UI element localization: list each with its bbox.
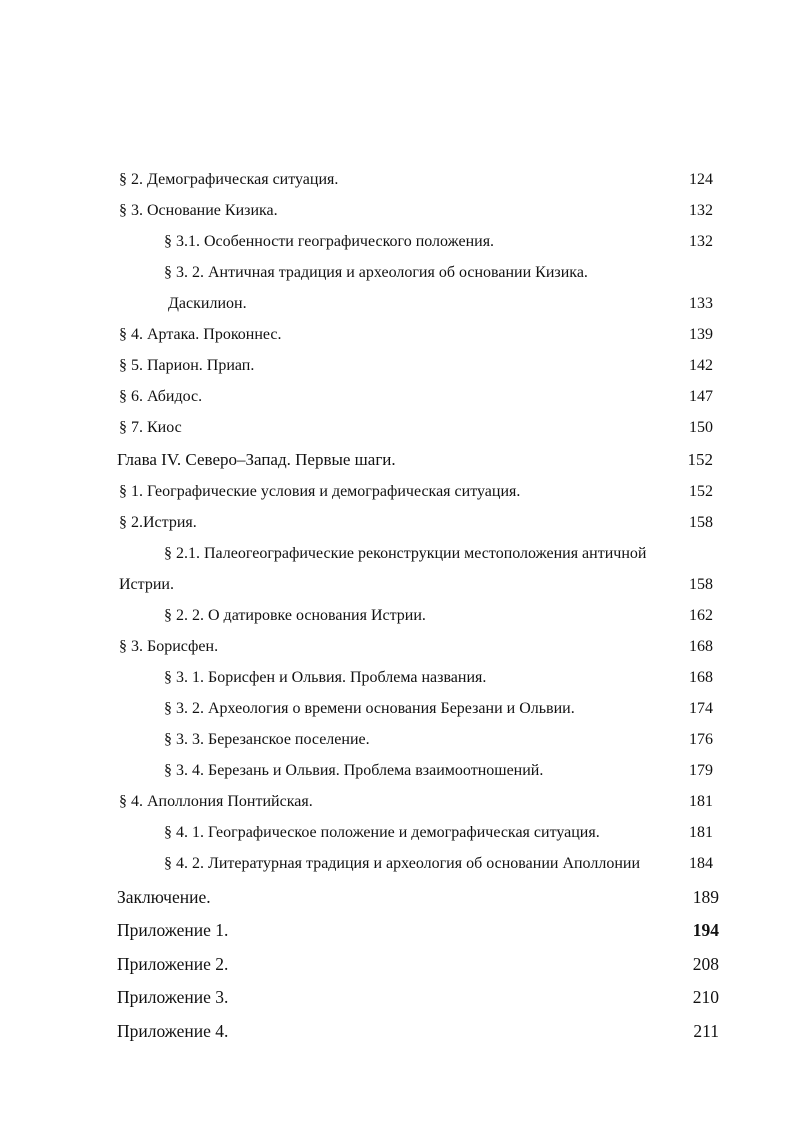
toc-entry-page: 147 bbox=[689, 388, 713, 405]
toc-entry bbox=[0, 325, 793, 355]
toc-entry-title: § 4. 2. Литературная традиция и археология об основании Аполлонии bbox=[164, 855, 640, 872]
toc-entry bbox=[0, 854, 793, 884]
toc-entry-title: Приложение 3. bbox=[117, 987, 229, 1007]
toc-entry-title: § 3. Основание Кизика. bbox=[119, 202, 278, 219]
toc-entry bbox=[0, 792, 793, 822]
toc-entry-page: 133 bbox=[689, 295, 713, 312]
toc-entry bbox=[0, 1021, 793, 1051]
toc-entry bbox=[0, 887, 793, 917]
toc-entry-page: 179 bbox=[689, 762, 713, 779]
toc-entry-page: 194 bbox=[692, 920, 719, 940]
toc-entry-page: 150 bbox=[689, 419, 713, 436]
toc-entry-title: Глава IV. Северо–Запад. Первые шаги. bbox=[117, 450, 396, 469]
toc-entry bbox=[0, 730, 793, 760]
toc-entry-page: 139 bbox=[689, 326, 713, 343]
toc-entry bbox=[0, 232, 793, 262]
toc-entry-title: § 4. Артака. Проконнес. bbox=[119, 326, 282, 343]
toc-entry-page: 210 bbox=[692, 987, 719, 1007]
toc-entry bbox=[0, 954, 793, 984]
toc-entry-title: Приложение 1. bbox=[117, 920, 229, 940]
toc-entry bbox=[0, 987, 793, 1017]
toc-entry bbox=[0, 823, 793, 853]
toc-entry-page: 174 bbox=[689, 700, 713, 717]
toc-entry bbox=[0, 575, 793, 605]
toc-entry bbox=[0, 761, 793, 791]
toc-entry-page: 124 bbox=[689, 171, 713, 188]
toc-entry-title: § 1. Географические условия и демографическая ситуация. bbox=[119, 483, 521, 500]
toc-entry bbox=[0, 263, 793, 293]
toc-entry bbox=[0, 201, 793, 231]
toc-entry-title: Приложение 4. bbox=[117, 1021, 229, 1041]
toc-entry-page: 168 bbox=[689, 669, 713, 686]
toc-entry-page: 181 bbox=[689, 793, 713, 810]
toc-entry-page: 132 bbox=[689, 233, 713, 250]
toc-entry-page: 158 bbox=[689, 576, 713, 593]
toc-entry-title: § 4. 1. Географическое положение и демографическая ситуация. bbox=[164, 824, 600, 841]
toc-entry bbox=[0, 482, 793, 512]
toc-entry-title: § 2. 2. О датировке основания Истрии. bbox=[164, 607, 426, 624]
toc-entry-page: 152 bbox=[687, 450, 713, 469]
toc-entry bbox=[0, 387, 793, 417]
toc-entry-title: § 3. Борисфен. bbox=[119, 638, 219, 655]
toc-entry bbox=[0, 544, 793, 574]
toc-entry bbox=[0, 606, 793, 636]
toc-entry-title: Даскилион. bbox=[168, 295, 247, 312]
toc-entry-page: 208 bbox=[692, 954, 719, 974]
toc-entry-title: § 6. Абидос. bbox=[119, 388, 203, 405]
toc-entry-title: § 4. Аполлония Понтийская. bbox=[119, 793, 313, 810]
toc-entry-page: 176 bbox=[689, 731, 713, 748]
toc-entry bbox=[0, 920, 793, 950]
toc-entry-page: 152 bbox=[689, 483, 713, 500]
toc-entry bbox=[0, 668, 793, 698]
toc-entry-title: § 3. 4. Березань и Ольвия. Проблема взаимоотношений. bbox=[164, 762, 544, 779]
toc-entry-page: 211 bbox=[693, 1021, 719, 1041]
toc-entry-title: § 3.1. Особенности географического положения. bbox=[164, 233, 495, 250]
toc-entry-title: § 2.1. Палеогеографические реконструкции местоположения античной bbox=[164, 545, 647, 562]
toc-entry-page: 189 bbox=[692, 887, 719, 907]
toc-entry-page: 142 bbox=[689, 357, 713, 374]
toc-entry-title: § 3. 2. Археология о времени основания Березани и Ольвии. bbox=[164, 700, 575, 717]
toc-entry-title: Приложение 2. bbox=[117, 954, 229, 974]
toc-entry-title: § 2. Демографическая ситуация. bbox=[119, 171, 339, 188]
toc-chapter-heading bbox=[0, 450, 793, 480]
toc-entry-page: 162 bbox=[689, 607, 713, 624]
toc-entry bbox=[0, 294, 793, 324]
toc-entry-page: 181 bbox=[689, 824, 713, 841]
toc-entry-title: § 2.Истрия. bbox=[119, 514, 197, 531]
toc-entry bbox=[0, 170, 793, 200]
toc-entry-page: 184 bbox=[689, 855, 713, 872]
toc-entry-title: § 3. 2. Античная традиция и археология об основании Кизика. bbox=[164, 264, 588, 281]
toc-entry-title: § 3. 1. Борисфен и Ольвия. Проблема названия. bbox=[164, 669, 487, 686]
toc-entry bbox=[0, 356, 793, 386]
toc-entry-title: § 7. Киос bbox=[119, 419, 182, 436]
toc-entry bbox=[0, 699, 793, 729]
toc-entry-page: 168 bbox=[689, 638, 713, 655]
toc-entry bbox=[0, 418, 793, 448]
toc-entry bbox=[0, 513, 793, 543]
toc-entry-page: 158 bbox=[689, 514, 713, 531]
toc-entry-title: § 3. 3. Березанское поселение. bbox=[164, 731, 370, 748]
toc-entry-title: Заключение. bbox=[117, 887, 211, 907]
toc-entry bbox=[0, 637, 793, 667]
toc-entry-page: 132 bbox=[689, 202, 713, 219]
toc-entry-title: Истрии. bbox=[119, 576, 174, 593]
toc-entry-title: § 5. Парион. Приап. bbox=[119, 357, 255, 374]
